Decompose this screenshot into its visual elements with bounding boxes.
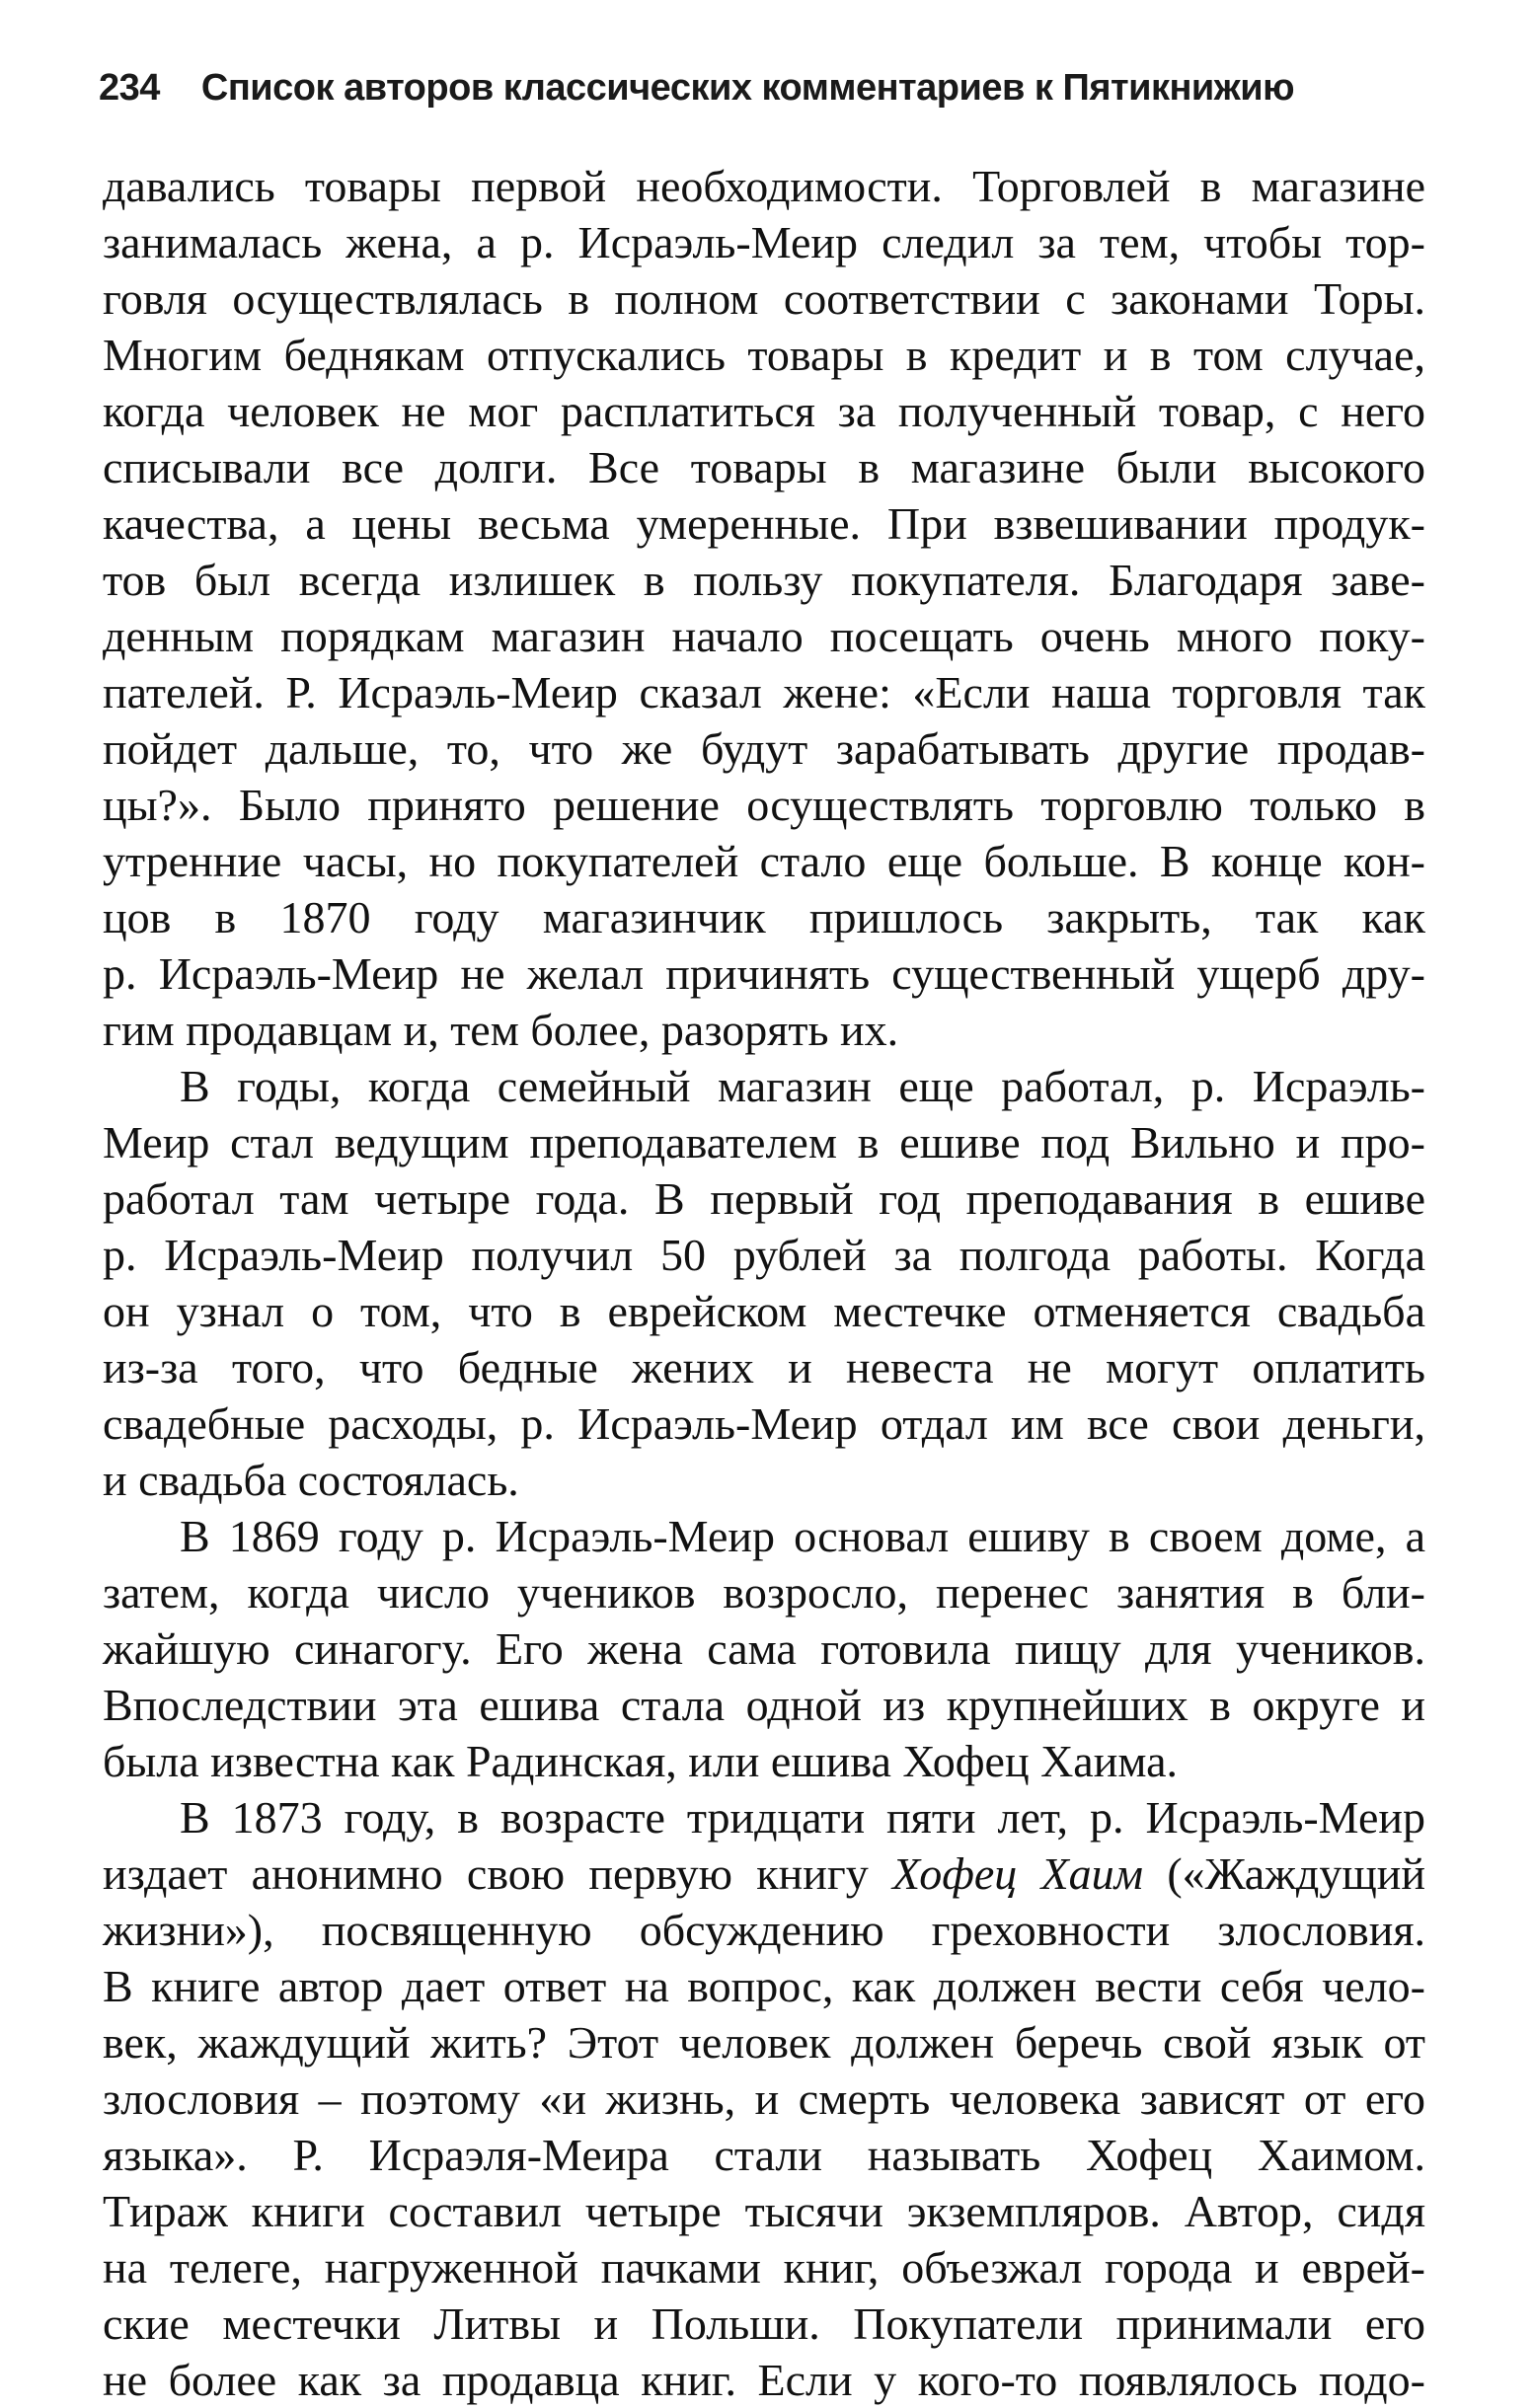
text-line: работал там четыре года. В первый год преподавания в ешиве (103, 1173, 1425, 1224)
page-number: 234 (99, 67, 160, 109)
text-line: языка». Р. Исраэля-Меира стали называть Хофец Хаимом. (103, 2130, 1425, 2180)
text-line: пойдет дальше, то, что же будут зарабатывать другие продав- (103, 723, 1425, 774)
text-line: списывали все долги. Все товары в магазине были высокого (103, 442, 1425, 492)
text-line-with-title (103, 1845, 1425, 1902)
text-line: свадебные расходы, р. Исраэль-Меир отдал им все свои деньги, (103, 1398, 1425, 1449)
body-text (103, 158, 1425, 2408)
text-line: В книге автор дает ответ на вопрос, как должен вести себя чело- (103, 1961, 1425, 2011)
paragraph-1 (103, 158, 1425, 1058)
text-line: р. Исраэль-Меир получил 50 рублей за полгода работы. Когда (103, 1230, 1425, 1280)
text-line: Впоследствии эта ешива стала одной из крупнейших в округе и (103, 1680, 1425, 1730)
text-line: была известна как Радинская, или ешива Хофец Хаима. (103, 1736, 1179, 1786)
text-line: жайшую синагогу. Его жена сама готовила пищу для учеников. (103, 1623, 1425, 1674)
book-title: Хофец Хаим (892, 1848, 1144, 1899)
text-line: Меир стал ведущим преподавателем в ешиве под Вильно и про- (103, 1117, 1425, 1167)
running-title: Список авторов классических комментариев к Пятикнижию (200, 67, 1295, 109)
text-line: когда человек не мог расплатиться за полученный товар, с него (103, 386, 1425, 436)
text-line: гим продавцам и, тем более, разорять их. (103, 1005, 899, 1055)
text-line: и свадьба состоялась. (103, 1455, 519, 1505)
text-line: В годы, когда семейный магазин еще работал, р. Исраэль- (180, 1061, 1425, 1111)
text-line: цы?». Было принято решение осуществлять торговлю только в (103, 780, 1425, 830)
book-title-gloss: («Жаждущий (1143, 1848, 1425, 1899)
paragraph-3 (103, 1508, 1425, 1789)
text-line: занималась жена, а р. Исраэль-Меир следил за тем, чтобы тор- (103, 217, 1425, 267)
paragraph-2 (103, 1058, 1425, 1508)
text-line: не более как за продавца книг. Если у кого-то появлялось подо- (103, 2355, 1425, 2405)
text-line: говля осуществлялась в полном соответствии с законами Торы. (103, 273, 1425, 324)
text-line: утренние часы, но покупателей стало еще больше. В конце кон- (103, 836, 1425, 886)
text-line: р. Исраэль-Меир не желал причинять существенный ущерб дру- (103, 948, 1425, 999)
line-start: издает анонимно свою первую книгу (103, 1848, 893, 1899)
text-line: В 1873 году, в возрасте тридцати пяти лет, р. Исраэль-Меир (180, 1792, 1425, 1843)
text-line: злословия – поэтому «и жизнь, и смерть человека зависят от его (103, 2073, 1425, 2124)
paragraph-4 (103, 1789, 1425, 2408)
text-line: жизни»), посвященную обсуждению греховности злословия. (103, 1905, 1425, 1955)
text-line: Многим беднякам отпускались товары в кредит и в том случае, (103, 330, 1425, 380)
text-line: из-за того, что бедные жених и невеста не могут оплатить (103, 1342, 1425, 1392)
text-line: ские местечки Литвы и Польши. Покупатели принимали его (103, 2298, 1425, 2349)
text-line: давались товары первой необходимости. Торговлей в магазине (103, 161, 1425, 211)
text-line: на телеге, нагруженной пачками книг, объезжал города и еврей- (103, 2242, 1425, 2293)
text-line: цов в 1870 году магазинчик пришлось закрыть, так как (103, 892, 1425, 942)
text-line: затем, когда число учеников возросло, перенес занятия в бли- (103, 1567, 1425, 1618)
text-line: В 1869 году р. Исраэль-Меир основал ешиву в своем доме, а (180, 1511, 1425, 1561)
text-line: век, жаждущий жить? Этот человек должен беречь свой язык от (103, 2017, 1425, 2068)
text-line: пателей. Р. Исраэль-Меир сказал жене: «Если наша торговля так (103, 667, 1425, 717)
running-head (99, 67, 1402, 110)
text-line: он узнал о том, что в еврейском местечке отменяется свадьба (103, 1286, 1425, 1336)
text-line: качества, а цены весьма умеренные. При взвешивании продук- (103, 498, 1425, 549)
text-line: тов был всегда излишек в пользу покупателя. Благодаря заве- (103, 555, 1425, 605)
text-line: денным порядкам магазин начало посещать очень много поку- (103, 611, 1425, 661)
text-line: Тираж книги составил четыре тысячи экземпляров. Автор, сидя (103, 2186, 1425, 2236)
